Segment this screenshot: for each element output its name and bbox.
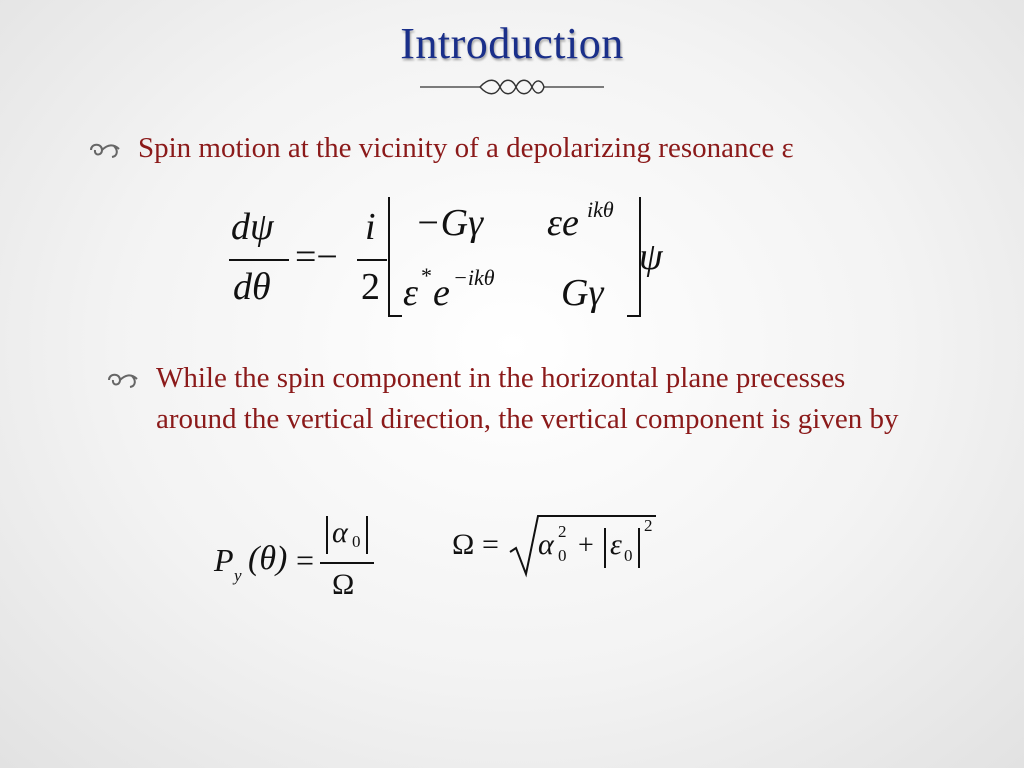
frac-numerator: i (365, 206, 376, 248)
ornamental-flourish-icon (420, 76, 604, 98)
equals-minus: =− (295, 236, 338, 278)
matrix-12: εe (547, 202, 579, 244)
equals: = (482, 528, 499, 561)
slide-title: Introduction (400, 19, 624, 68)
alpha: α (538, 528, 554, 561)
fraction-bar (357, 259, 387, 261)
equation-omega (450, 512, 670, 582)
alpha-subscript: 0 (558, 546, 567, 565)
rhs-psi: ψ (639, 236, 663, 278)
fraction-bar (320, 562, 374, 564)
omega-denominator: Ω (332, 568, 355, 601)
fraction-bar (229, 259, 289, 261)
abs-bar-left (604, 528, 606, 568)
abs-bar-right (366, 516, 368, 554)
matrix-11: −Gγ (415, 202, 484, 244)
P-subscript: y (234, 566, 242, 585)
theta-arg: (θ) (248, 540, 288, 577)
scroll-flourish-icon (106, 370, 140, 390)
matrix-22: Gγ (561, 272, 604, 314)
abs-bar-left (326, 516, 328, 554)
epsilon: ε (610, 528, 622, 561)
abs-bar-right (638, 528, 640, 568)
P: P (214, 542, 234, 578)
alpha: α (332, 516, 348, 549)
alpha-superscript: 2 (558, 522, 567, 541)
plus: + (578, 530, 594, 561)
matrix-21-exponent: −ikθ (453, 265, 495, 290)
lhs-numerator: dψ (231, 206, 274, 248)
matrix-12-exponent: ikθ (587, 197, 614, 222)
bullet-text-2: While the spin component in the horizontal plane precesses around the vertical direction, the vertical component is given by (156, 362, 899, 435)
scroll-flourish-icon (88, 140, 122, 160)
matrix-21-e: e (433, 272, 450, 314)
bullet-text-1: Spin motion at the vicinity of a depolarizing resonance ε (138, 132, 794, 164)
omega: Ω (452, 528, 475, 561)
frac-denominator: 2 (361, 266, 380, 308)
epsilon-superscript: 2 (644, 516, 653, 535)
matrix-21-eps: ε (403, 272, 418, 314)
lhs-denominator: dθ (233, 266, 271, 308)
matrix-21-star: * (421, 263, 432, 288)
equation-polarization (212, 512, 392, 612)
alpha-subscript: 0 (352, 532, 361, 551)
epsilon-subscript: 0 (624, 546, 633, 565)
left-bracket (388, 197, 402, 317)
equals: = (296, 542, 315, 578)
equation-spin-motion (225, 195, 675, 325)
